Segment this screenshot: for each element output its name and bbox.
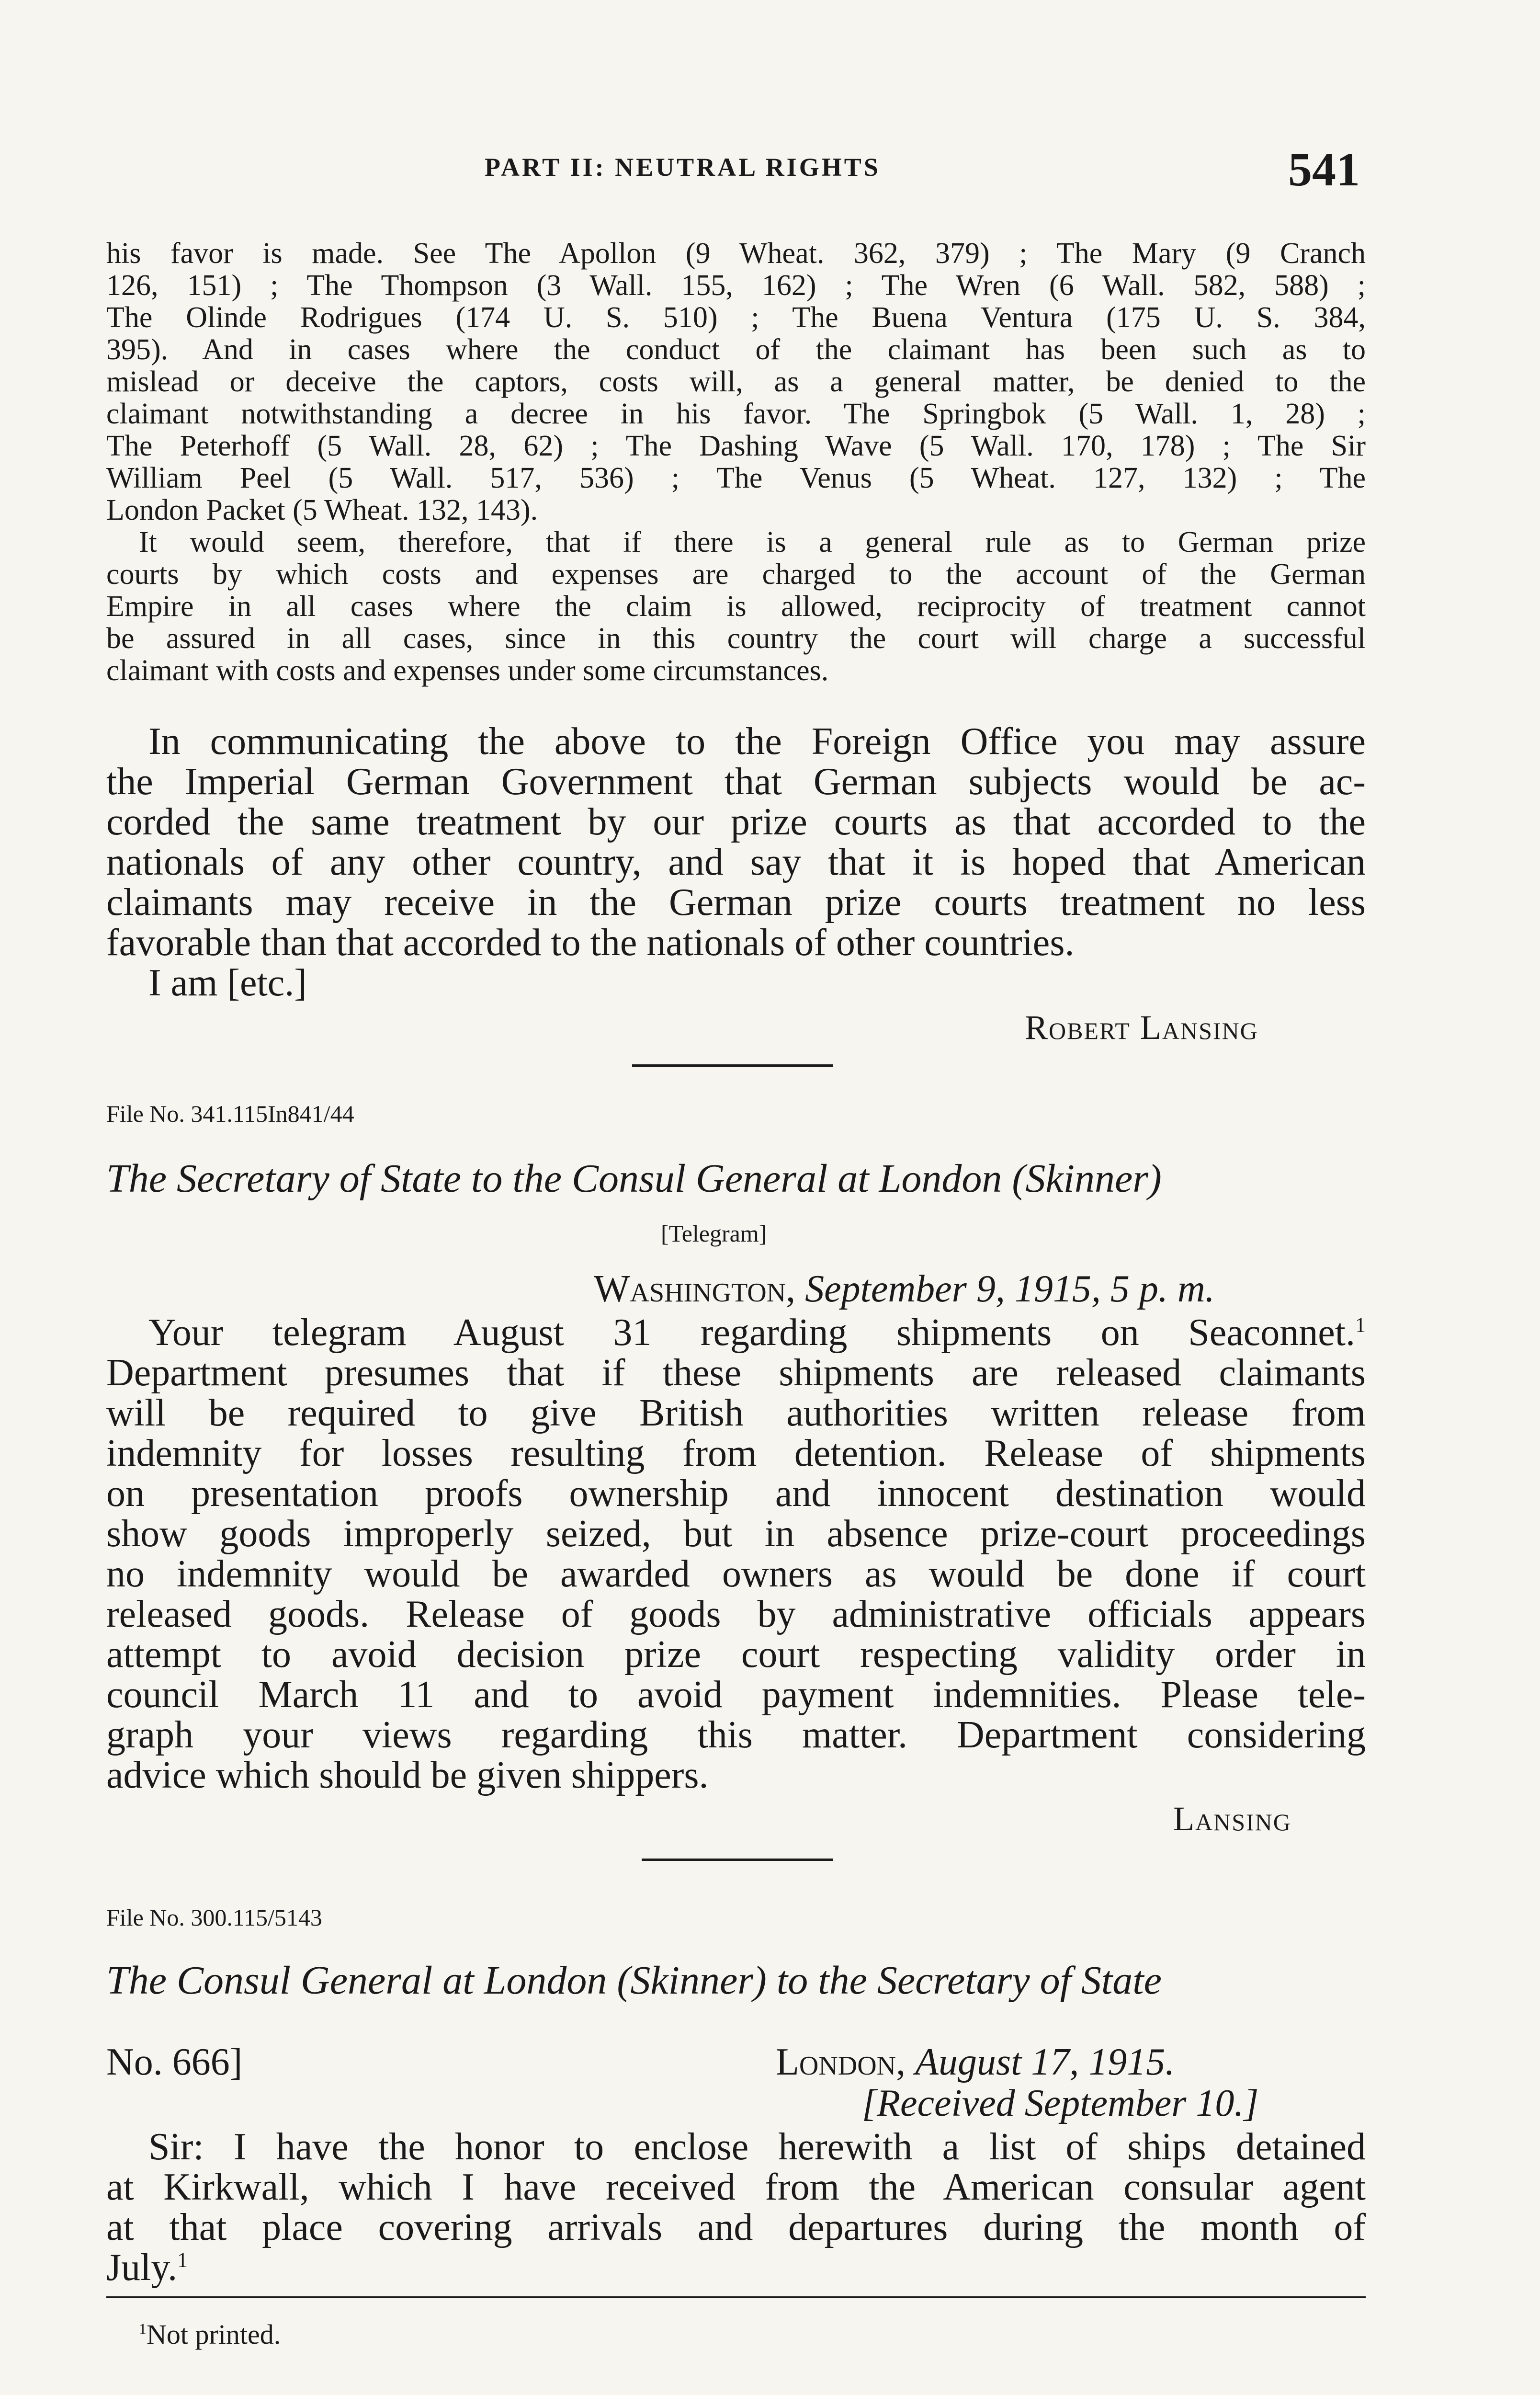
file-number: File No. 300.115/5143 xyxy=(106,1904,322,1931)
text-line: corded the same treatment by our prize courts as that accorded to the xyxy=(106,801,1366,843)
footnote-text: Not printed. xyxy=(146,2319,281,2350)
text-line: 126, 151) ; The Thompson (3 Wall. 155, 162) ; The Wren (6 Wall. 582, 588) ; xyxy=(106,269,1366,302)
footnote-reference: 1 xyxy=(177,2248,188,2272)
text-line xyxy=(106,1312,1366,1353)
text-line: the Imperial German Government that German subjects would be ac- xyxy=(106,761,1366,803)
continuation-text xyxy=(106,238,1366,687)
section-divider xyxy=(632,1064,833,1067)
document-heading: The Consul General at London (Skinner) to the Secretary of State xyxy=(106,1958,1162,2003)
text-line: council March 11 and to avoid payment indemnities. Please tele- xyxy=(106,1674,1366,1716)
dateline-date: August 17, 1915. xyxy=(915,2041,1175,2083)
text-line: will be required to give British authorities written release from xyxy=(106,1392,1366,1434)
text-line: favorable than that accorded to the nationals of other countries. xyxy=(106,922,1075,964)
text-line-content: Your telegram August 31 regarding shipments on Seaconnet. xyxy=(148,1312,1355,1354)
text-line: show goods improperly seized, but in absence prize-court proceedings xyxy=(106,1513,1366,1555)
footnote-rule xyxy=(106,2296,1366,2298)
text-line: indemnity for losses resulting from detention. Release of shipments xyxy=(106,1432,1366,1474)
signature: Lansing xyxy=(1173,1800,1291,1838)
closing-paragraph xyxy=(106,721,1366,1003)
text-line: be assured in all cases, since in this country the court will charge a successful xyxy=(106,622,1366,655)
dateline xyxy=(594,1267,1215,1311)
text-line: In communicating the above to the Foreign Office you may assure xyxy=(148,720,1366,763)
footnote xyxy=(139,2318,281,2350)
text-line: London Packet (5 Wheat. 132, 143). xyxy=(106,494,538,526)
running-head: PART II: NEUTRAL RIGHTS xyxy=(485,153,881,182)
text-line: on presentation proofs ownership and innocent destination would xyxy=(106,1472,1366,1515)
text-line: released goods. Release of goods by administrative officials appears xyxy=(106,1593,1366,1635)
received-date-text: [Received September 10.] xyxy=(862,2082,1259,2124)
text-line: advice which should be given shippers. xyxy=(106,1754,709,1796)
text-line: attempt to avoid decision prize court respecting validity order in xyxy=(106,1633,1366,1676)
text-line: 395). And in cases where the conduct of the claimant has been such as to xyxy=(106,333,1366,366)
text-line: at Kirkwall, which I have received from the American consular agent xyxy=(106,2166,1366,2208)
text-line: claimant notwithstanding a decree in his favor. The Springbok (5 Wall. 1, 28) ; xyxy=(106,398,1366,430)
telegram-body xyxy=(106,1312,1366,1795)
text-line: It would seem, therefore, that if there is a general rule as to German prize xyxy=(139,526,1366,559)
footnote-mark: 1 xyxy=(139,2320,147,2338)
text-line-content: July. xyxy=(106,2247,178,2289)
despatch-number: No. 666] xyxy=(106,2041,243,2083)
text-line: mislead or deceive the captors, costs will, as a general matter, be denied to the xyxy=(106,365,1366,398)
file-number: File No. 341.115In841/44 xyxy=(106,1100,354,1127)
text-line: claimants may receive in the German prize courts treatment no less xyxy=(106,881,1366,924)
footnote-reference: 1 xyxy=(1355,1313,1366,1337)
text-line: at that place covering arrivals and departures during the month of xyxy=(106,2206,1366,2248)
document-type-tag: [Telegram] xyxy=(661,1220,767,1247)
dateline-place: Washington, xyxy=(594,1268,796,1310)
text-line: claimant with costs and expenses under some circumstances. xyxy=(106,654,829,687)
received-date xyxy=(862,2082,1259,2125)
text-line: Department presumes that if these shipments are released claimants xyxy=(106,1352,1366,1394)
dateline-place: London, xyxy=(776,2041,906,2083)
complimentary-close: I am [etc.] xyxy=(148,962,307,1004)
text-line: Sir: I have the honor to enclose herewith a list of ships detained xyxy=(148,2126,1366,2168)
text-line: Empire in all cases where the claim is allowed, reciprocity of treatment cannot xyxy=(106,590,1366,623)
text-line: The Peterhoff (5 Wall. 28, 62) ; The Dashing Wave (5 Wall. 170, 178) ; The Sir xyxy=(106,430,1366,462)
text-line: nationals of any other country, and say that it is hoped that American xyxy=(106,841,1366,883)
text-line: his favor is made. See The Apollon (9 Wheat. 362, 379) ; The Mary (9 Cranch xyxy=(106,237,1366,270)
signature: Robert Lansing xyxy=(1025,1008,1258,1047)
dateline xyxy=(776,2041,1175,2084)
text-line: The Olinde Rodrigues (174 U. S. 510) ; The Buena Ventura (175 U. S. 384, xyxy=(106,301,1366,334)
text-line: William Peel (5 Wall. 517, 536) ; The Venus (5 Wheat. 127, 132) ; The xyxy=(106,462,1366,494)
section-divider xyxy=(642,1859,833,1861)
text-line: no indemnity would be awarded owners as would be done if court xyxy=(106,1553,1366,1595)
text-line: courts by which costs and expenses are charged to the account of the German xyxy=(106,558,1366,591)
document-heading: The Secretary of State to the Consul General at London (Skinner) xyxy=(106,1156,1162,1201)
despatch-body xyxy=(106,2127,1366,2288)
text-line xyxy=(106,2247,1366,2288)
page-number: 541 xyxy=(1288,143,1360,196)
dateline-date: September 9, 1915, 5 p. m. xyxy=(805,1268,1215,1310)
text-line: graph your views regarding this matter. Department considering xyxy=(106,1714,1366,1756)
